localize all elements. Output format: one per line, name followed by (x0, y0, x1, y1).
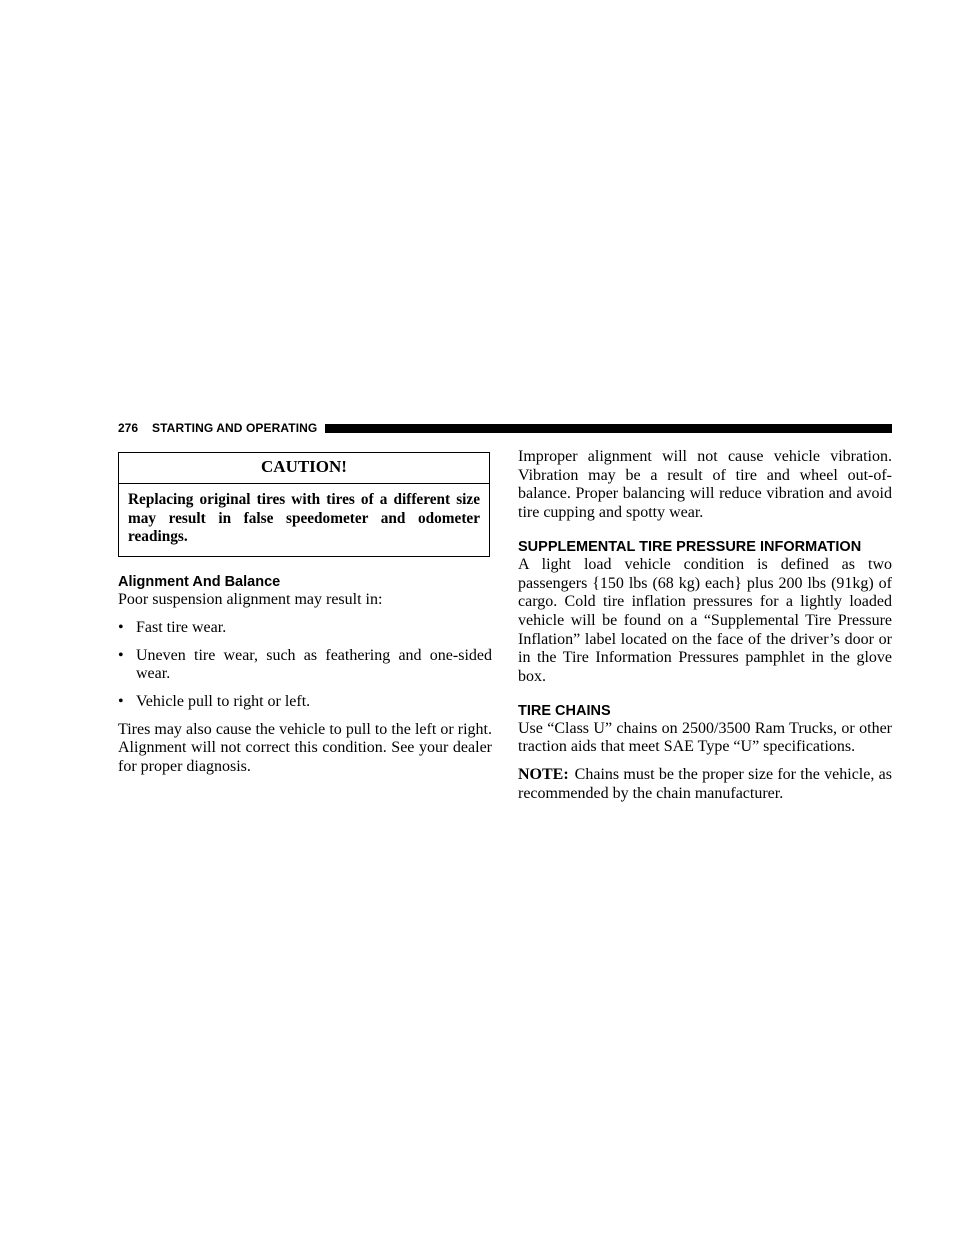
note-paragraph (518, 766, 892, 803)
tire-chains-body: Use “Class U” chains on 2500/3500 Ram Trucks, or other traction aids that meet SAE Type “U” specifications. (518, 719, 892, 756)
supplemental-heading: SUPPLEMENTAL TIRE PRESSURE INFORMATION (518, 538, 862, 555)
alignment-bullet-list (118, 619, 492, 712)
section-title: STARTING AND OPERATING (152, 421, 318, 435)
vibration-paragraph: Improper alignment will not cause vehicle vibration. Vibration may be a result of tire and wheel out-of-balance. Proper balancing will reduce vibration and avoid tire cupping and spotty wear. (518, 448, 892, 522)
alignment-intro: Poor suspension alignment may result in: (118, 591, 383, 609)
list-item-text: Vehicle pull to right or left. (136, 692, 311, 710)
caution-box (118, 452, 490, 557)
note-label: NOTE: (518, 766, 569, 784)
right-column (518, 448, 892, 804)
alignment-closing: Tires may also cause the vehicle to pull to the left or right. Alignment will not correct this condition. See your dealer for proper diagnosis. (118, 720, 492, 776)
list-item (118, 693, 492, 712)
page-number: 276 (118, 421, 139, 435)
caution-title: CAUTION! (119, 453, 489, 484)
tire-chains-heading: TIRE CHAINS (518, 702, 611, 719)
caution-body: Replacing original tires with tires of a different size may result in false speedometer and odometer readings. (128, 491, 480, 546)
list-item-text: Uneven tire wear, such as feathering and one-sided wear. (136, 646, 492, 683)
bullet-icon: • (118, 692, 124, 710)
bullet-icon: • (118, 618, 124, 636)
note-text: Chains must be the proper size for the vehicle, as recommended by the chain manufacturer. (518, 766, 892, 802)
supplemental-body: A light load vehicle condition is defined as two passengers {150 lbs (68 kg) each} plus 200 lbs (91kg) of cargo. Cold tire inflation pressures for a lightly loaded vehicle will be found on a “Supplemental Tire Pressure Inflation” label located on the face of the driver’s door or in the Tire Information Pressures pamphlet in the glove box. (518, 555, 892, 686)
list-item (118, 647, 492, 684)
alignment-heading: Alignment And Balance (118, 574, 281, 591)
header-rule (325, 424, 892, 433)
bullet-icon: • (118, 646, 124, 664)
list-item-text: Fast tire wear. (136, 618, 227, 636)
left-column (118, 452, 492, 777)
list-item (118, 619, 492, 638)
page-header (118, 420, 892, 436)
